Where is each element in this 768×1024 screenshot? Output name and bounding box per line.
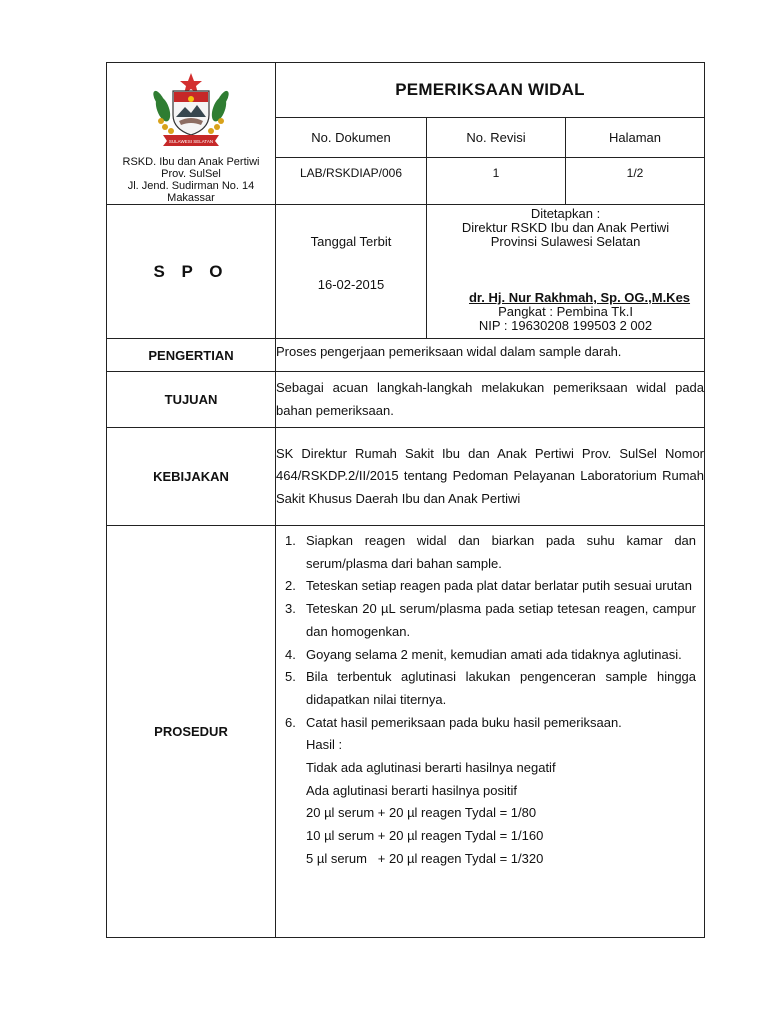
page-number-value: 1/2 <box>566 157 705 204</box>
approval-line: Provinsi Sulawesi Selatan <box>490 234 641 249</box>
kebijakan-text: SK Direktur Rumah Sakit Ibu dan Anak Pertiwi Prov. SulSel Nomor 464/RSKDP.2/II/2015 tentang Pedoman Pelayanan Laboratorium Rumah Sakit Khusus Daerah Ibu dan Anak Pertiwi <box>276 428 705 526</box>
procedure-step: 3. Teteskan 20 µL serum/plasma pada setiap tetesan reagen, campur dan homogenkan. <box>285 601 697 639</box>
signer-name: dr. Hj. Nur Rakhmah, Sp. OG.,M.Kes <box>468 290 691 305</box>
pengertian-text: Proses pengerjaan pemeriksaan widal dalam sample darah. <box>276 339 705 372</box>
signer-nip: NIP : 19630208 199503 2 002 <box>478 318 653 333</box>
org-line: Makassar <box>167 192 215 204</box>
prosedur-content <box>276 526 705 938</box>
revision-number-value: 1 <box>427 157 566 204</box>
page-label: Halaman <box>566 117 705 157</box>
document-title: PEMERIKSAAN WIDAL <box>276 63 705 118</box>
province-emblem-logo <box>149 69 233 147</box>
result-line: Tidak ada aglutinasi berarti hasilnya negatif <box>306 760 556 776</box>
org-header-cell <box>107 63 276 205</box>
org-line: RSKD. Ibu dan Anak Pertiwi <box>122 156 260 168</box>
signer-rank: Pangkat : Pembina Tk.I <box>498 304 633 319</box>
result-line: Ada aglutinasi berarti hasilnya positif <box>306 782 518 798</box>
pengertian-label: PENGERTIAN <box>107 339 276 372</box>
organization-address <box>107 156 275 204</box>
spo-document-table <box>106 62 705 938</box>
procedure-step: 4. Goyang selama 2 menit, kemudian amati ada tidaknya aglutinasi. <box>285 646 682 662</box>
procedure-step: 6. Catat hasil pemeriksaan pada buku hasil pemeriksaan. <box>285 714 622 730</box>
approval-cell <box>427 205 705 339</box>
procedure-step: 2. Teteskan setiap reagen pada plat datar berlatar putih sesuai urutan <box>285 578 692 594</box>
issue-date-cell <box>276 205 427 339</box>
procedure-step: 1. Siapkan reagen widal dan biarkan pada suhu kamar dan serum/plasma dari bahan sample. <box>285 533 697 571</box>
result-line: 10 µl serum + 20 µl reagen Tydal = 1/160 <box>306 828 544 844</box>
emblem-ribbon-text: SULAWESI SELATAN <box>168 139 214 144</box>
tujuan-label: TUJUAN <box>107 372 276 428</box>
result-line: Hasil : <box>306 737 343 753</box>
procedure-step: 5. Bila terbentuk aglutinasi lakukan pengenceran sample hingga didapatkan nilai titernya. <box>285 669 697 707</box>
kebijakan-label: KEBIJAKAN <box>107 428 276 526</box>
approval-line: Direktur RSKD Ibu dan Anak Pertiwi <box>461 220 670 235</box>
revision-number-label: No. Revisi <box>427 117 566 157</box>
result-line: 5 µl serum + 20 µl reagen Tydal = 1/320 <box>306 850 544 866</box>
org-line: Jl. Jend. Sudirman No. 14 <box>127 180 255 192</box>
prosedur-label: PROSEDUR <box>107 526 276 938</box>
procedure-steps-list <box>276 526 704 734</box>
document-number-label: No. Dokumen <box>276 117 427 157</box>
result-line: 20 µl serum + 20 µl reagen Tydal = 1/80 <box>306 805 537 821</box>
document-number-value: LAB/RSKDIAP/006 <box>276 157 427 204</box>
issue-date-value: 16-02-2015 <box>317 276 385 292</box>
procedure-result-block <box>276 734 704 895</box>
org-line: Prov. SulSel <box>161 168 221 180</box>
approval-caption: Ditetapkan : <box>530 206 601 221</box>
spo-label: S P O <box>107 205 276 339</box>
tujuan-text: Sebagai acuan langkah-langkah melakukan pemeriksaan widal pada bahan pemeriksaan. <box>276 372 705 428</box>
issue-date-label: Tanggal Terbit <box>310 233 392 249</box>
